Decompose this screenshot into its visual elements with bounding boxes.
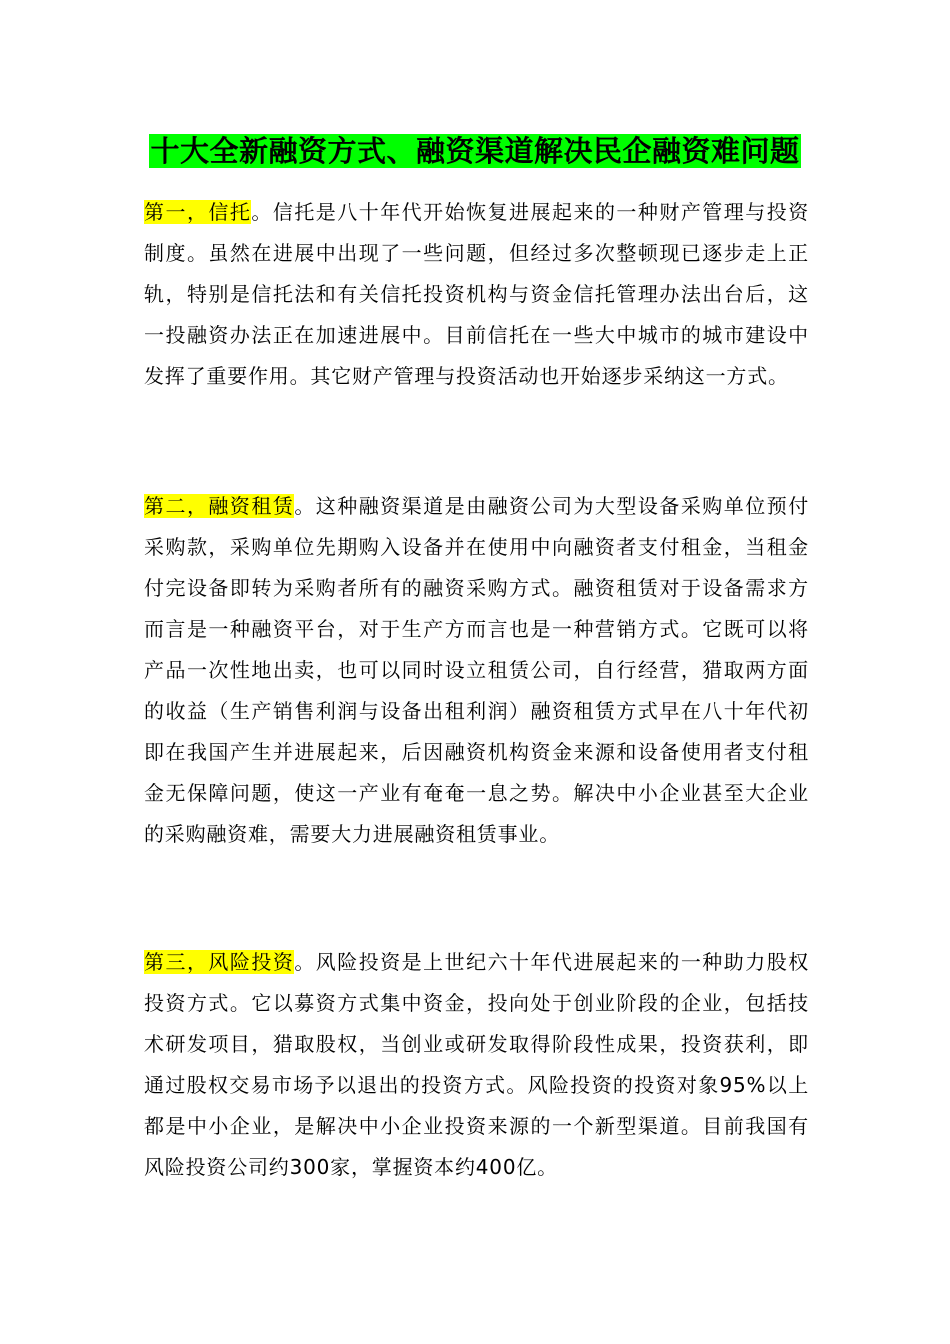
section-venture-capital [144,942,809,1188]
section-body-venture-capital: 。风险投资是上世纪六十年代进展起来的一种助力股权投资方式。它以募资方式集中资金，投向处于创业阶段的企业，包括技术研发项目，猎取股权，当创业或研发取得阶段性成果，投资获利，即通过股权交易市场予以退出的投资方式。风险投资的投资对象95%以上都是中小企业，是解决中小企业投资来源的一个新型渠道。目前我国有风险投资公司约300家，掌握资本约400亿。 [144,950,809,1179]
document-title: 十大全新融资方式、融资渠道解决民企融资难问题 [150,134,800,168]
section-trust [144,192,809,397]
section-heading-financial-leasing: 第二，融资租赁 [144,494,295,518]
section-body-trust: 。信托是八十年代开始恢复进展起来的一种财产管理与投资制度。虽然在进展中出现了一些问题，但经过多次整顿现已逐步走上正轨，特别是信托法和有关信托投资机构与资金信托管理办法出台后，这一投融资办法正在加速进展中。目前信托在一些大中城市的城市建设中发挥了重要作用。其它财产管理与投资活动也开始逐步采纳这一方式。 [144,200,809,388]
title-container [0,134,950,168]
section-body-financial-leasing: 。这种融资渠道是由融资公司为大型设备采购单位预付采购款，采购单位先期购入设备并在使用中向融资者支付租金，当租金付完设备即转为采购者所有的融资采购方式。融资租赁对于设备需求方而言是一种融资平台，对于生产方而言也是一种营销方式。它既可以将产品一次性地出卖，也可以同时设立租赁公司，自行经营，猎取两方面的收益（生产销售利润与设备出租利润）融资租赁方式早在八十年代初即在我国产生并进展起来，后因融资机构资金来源和设备使用者支付租金无保障问题，使这一产业有奄奄一息之势。解决中小企业甚至大企业的采购融资难，需要大力进展融资租赁事业。 [144,494,809,846]
section-financial-leasing [144,486,809,855]
section-heading-trust: 第一，信托 [144,200,252,224]
section-heading-venture-capital: 第三，风险投资 [144,950,295,974]
